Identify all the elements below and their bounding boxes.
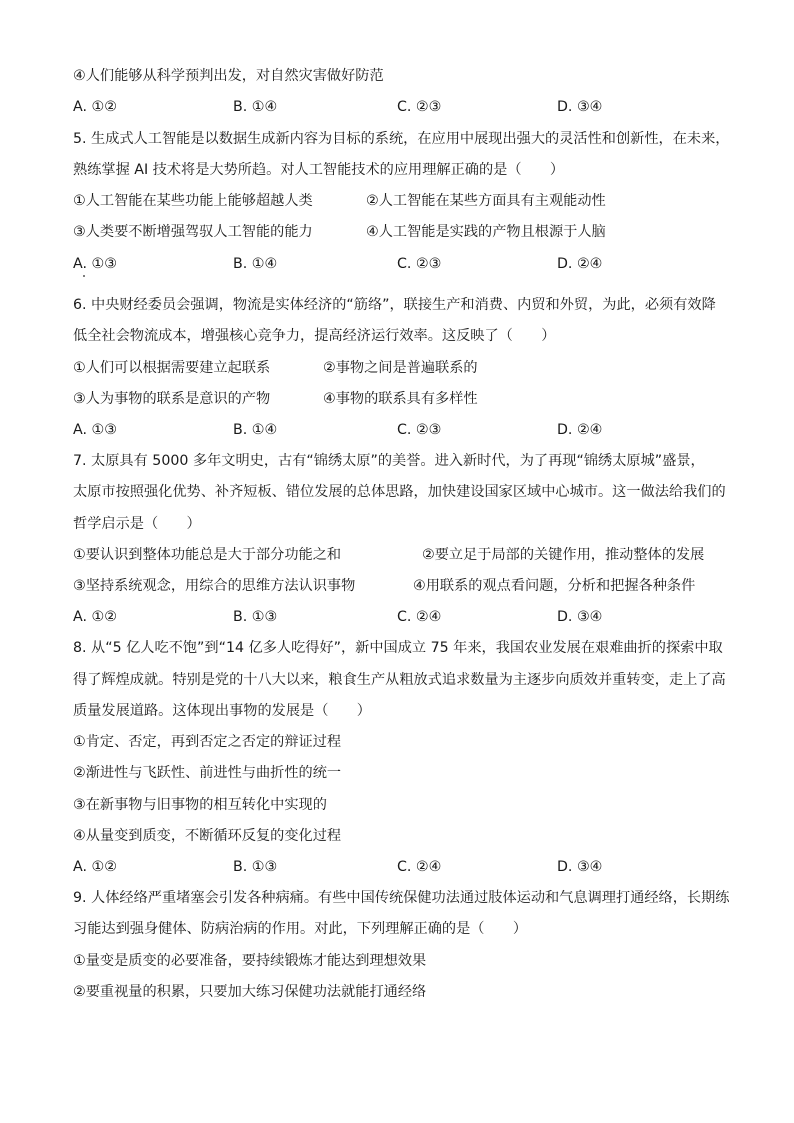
q6-stem-line-2: 低全社会物流成本，增强核心竞争力，提高经济运行效率。这反映了（ ） xyxy=(73,328,556,344)
q6-statement-1: ①人们可以根据需要建立起联系 xyxy=(73,360,271,376)
q8-statement-2: ②渐进性与飞跃性、前进性与曲折性的统一 xyxy=(73,765,342,781)
q8-statement-1: ①肯定、否定，再到否定之否定的辩证过程 xyxy=(73,734,342,750)
q7-stem-line-2: 太原市按照强化优势、补齐短板、错位发展的总体思路，加快建设国家区域中心城市。这一做法给我们的 xyxy=(73,484,726,500)
q8-option-c: C. ②④ xyxy=(397,859,442,875)
q8-option-b: B. ①③ xyxy=(233,859,278,875)
q8-statement-4: ④从量变到质变，不断循环反复的变化过程 xyxy=(73,828,342,844)
q7-statement-2: ②要立足于局部的关键作用，推动整体的发展 xyxy=(422,547,705,563)
q7-option-c: C. ②④ xyxy=(397,609,442,625)
q7-option-b: B. ①③ xyxy=(233,609,278,625)
q5-option-c: C. ②③ xyxy=(397,256,442,272)
q4-option-d: D. ③④ xyxy=(557,99,603,115)
q7-option-a: A. ①② xyxy=(73,609,117,625)
q7-stem-line-3: 哲学启示是（ ） xyxy=(73,516,201,532)
q7-statement-1: ①要认识到整体功能总是大于部分功能之和 xyxy=(73,547,342,563)
q8-stem-line-2: 得了辉煌成就。特别是党的十八大以来，粮食生产从粗放式追求数量为主逐步向质效并重转变，走上了高 xyxy=(73,672,726,688)
q7-statement-3: ③坚持系统观念，用综合的思维方法认识事物 xyxy=(73,578,356,594)
q9-statement-2: ②要重视量的积累，只要加大练习保健功法就能打通经络 xyxy=(73,984,427,1000)
q9-stem-line-1: 9. 人体经络严重堵塞会引发各种病痛。有些中国传统保健功法通过肢体运动和气息调理打通经络，长期练 xyxy=(73,890,730,906)
q5-statement-3: ③人类要不断增强驾驭人工智能的能力 xyxy=(73,224,313,240)
q9-stem-line-2: 习能达到强身健体、防病治病的作用。对此，下列理解正确的是（ ） xyxy=(73,921,528,937)
q8-statement-3: ③在新事物与旧事物的相互转化中实现的 xyxy=(73,797,327,813)
q6-option-d: D. ②④ xyxy=(557,422,603,438)
q8-stem-line-3: 质量发展道路。这体现出事物的发展是（ ） xyxy=(73,703,371,719)
q5-option-a: A. ①③ xyxy=(73,256,117,272)
q5-option-b: B. ①④ xyxy=(233,256,278,272)
q4-option-b: B. ①④ xyxy=(233,99,278,115)
q5-stem-line-1: 5. 生成式人工智能是以数据生成新内容为目标的系统，在应用中展现出强大的灵活性和创新性，在未来， xyxy=(73,131,730,147)
q4-statement-4: ④人们能够从科学预判出发，对自然灾害做好防范 xyxy=(73,68,384,84)
q6-statement-3: ③人为事物的联系是意识的产物 xyxy=(73,391,271,407)
q5-option-d: D. ②④ xyxy=(557,256,603,272)
q7-option-d: D. ③④ xyxy=(557,609,603,625)
q7-statement-4: ④用联系的观点看问题，分析和把握各种条件 xyxy=(413,578,696,594)
q8-stem-line-1: 8. 从“5 亿人吃不饱”到“14 亿多人吃得好”，新中国成立 75 年来，我国农业发展在艰难曲折的探索中取 xyxy=(73,640,723,656)
q5-statement-4: ④人工智能是实践的产物且根源于人脑 xyxy=(366,224,606,240)
q9-statement-1: ①量变是质变的必要准备，要持续锻炼才能达到理想效果 xyxy=(73,953,427,969)
q5-statement-2: ②人工智能在某些方面具有主观能动性 xyxy=(366,193,606,209)
q4-option-a: A. ①② xyxy=(73,99,117,115)
q6-stem-line-1: 6. 中央财经委员会强调，物流是实体经济的“筋络”，联接生产和消费、内贸和外贸，为此，必须有效降 xyxy=(73,297,716,313)
q5-stem-line-2: 熟练掌握 AI 技术将是大势所趋。对人工智能技术的应用理解正确的是（ ） xyxy=(73,162,565,178)
q6-statement-4: ④事物的联系具有多样性 xyxy=(323,391,478,407)
q5-statement-1: ①人工智能在某些功能上能够超越人类 xyxy=(73,193,313,209)
q7-stem-line-1: 7. 太原具有 5000 多年文明史，古有“锦绣太原”的美誉。进入新时代，为了再现“锦绣太原城”盛景， xyxy=(73,453,705,469)
q6-statement-2: ②事物之间是普遍联系的 xyxy=(323,360,478,376)
q6-option-b: B. ①④ xyxy=(233,422,278,438)
q4-option-c: C. ②③ xyxy=(397,99,442,115)
q8-option-d: D. ③④ xyxy=(557,859,603,875)
q6-option-c: C. ②③ xyxy=(397,422,442,438)
q6-option-a: A. ①③ xyxy=(73,422,117,438)
q8-option-a: A. ①② xyxy=(73,859,117,875)
stray-dot-mark xyxy=(83,275,85,277)
